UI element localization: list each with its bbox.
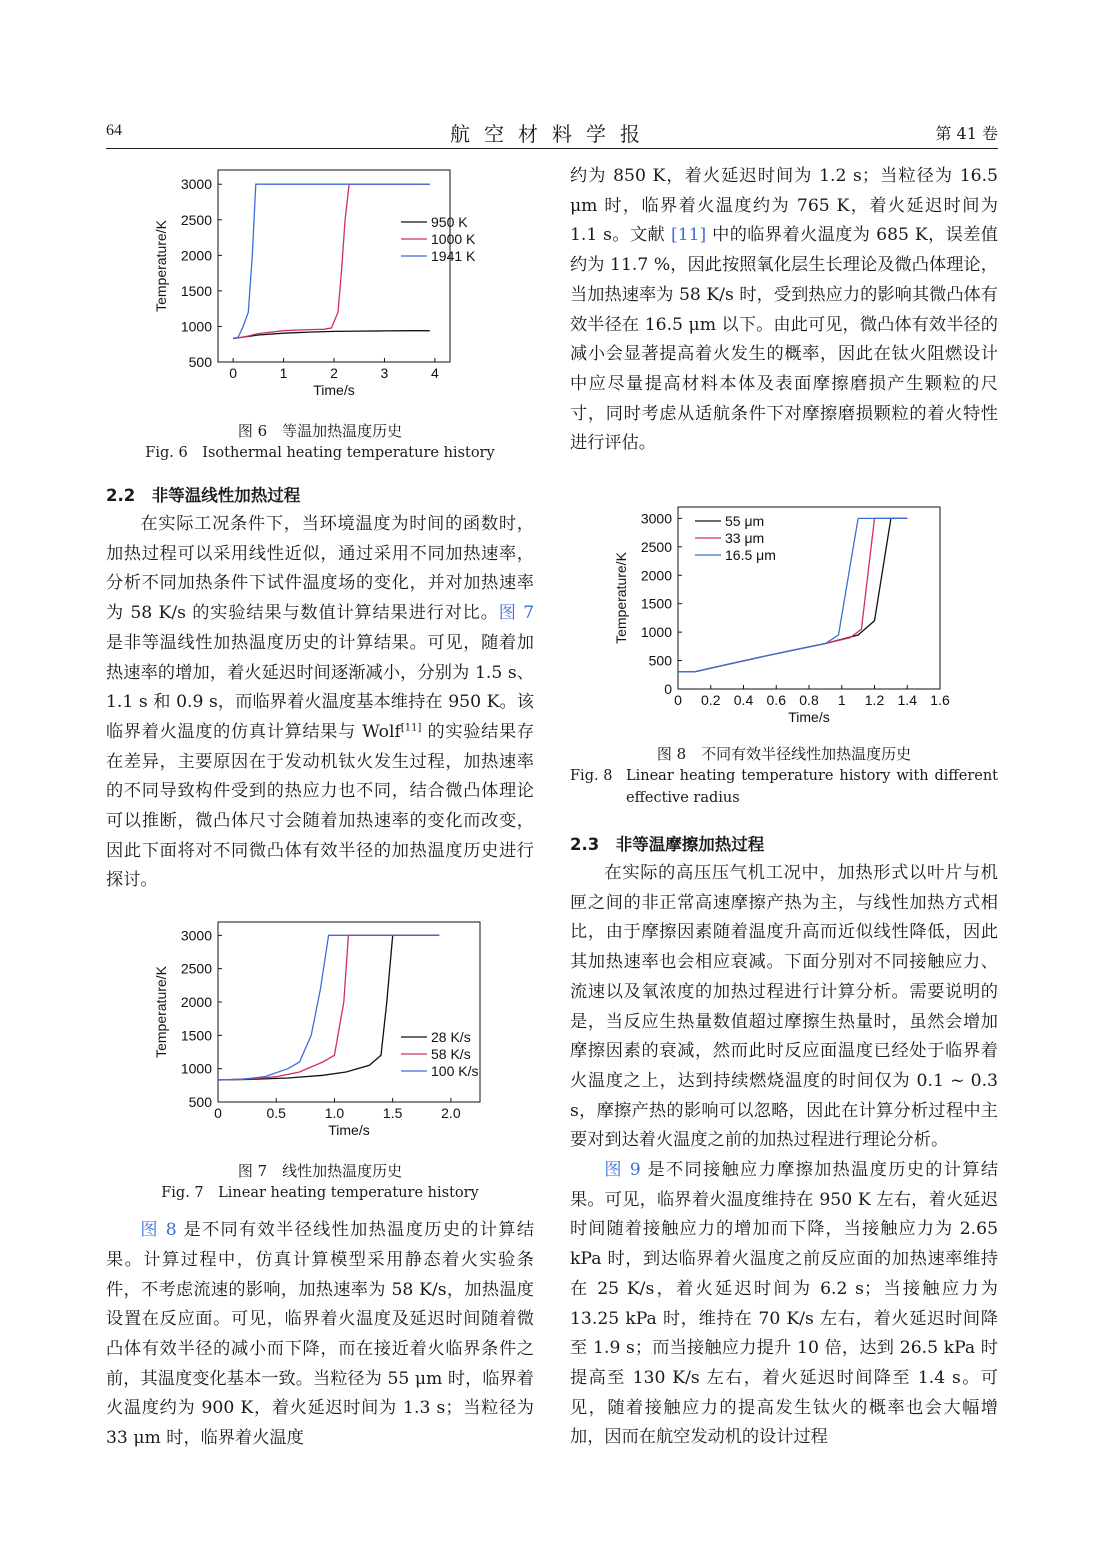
fig7-ytick-label: 1500	[180, 1027, 212, 1044]
para-text: 是不同有效半径线性加热温度历史的计算结果。计算过程中，仿真计算模型采用静态着火实验条件，不考虑流速的影响，加热速率为 58 K/s，加热温度设置在反应面。可见，临界着火温度及延迟时间随着微凸体有效半径的减小而下降，而在接近着火临界条件之前，其温度变化基本一致。当粒径为 55 μm 时，临界着火温度约为 900 K，着火延迟时间为 1.3 s；当粒径为 33 μm 时，临界着火温度	[106, 1220, 535, 1449]
section-2-2-heading: 2.2 非等温线性加热过程	[106, 486, 301, 505]
left-column	[106, 160, 534, 1454]
fig9-link[interactable]: 图 9	[604, 1160, 641, 1181]
paragraph-fig9	[570, 1156, 998, 1453]
paragraph-continued	[570, 162, 998, 459]
fig6-xlabel: Time/s	[313, 382, 355, 398]
fig6-xtick-label: 4	[430, 365, 439, 381]
fig6-ylabel: Temperature/K	[153, 220, 169, 312]
fig8-ytick-label: 2000	[640, 567, 672, 584]
fig7-xtick-label: 0	[214, 1105, 222, 1122]
fig7-caption-en: Fig. 7 Linear heating temperature history	[161, 1185, 479, 1202]
ref-11[interactable]: [11]	[400, 722, 422, 734]
fig8-label: Fig. 8	[570, 768, 613, 785]
fig8-ytick-label: 2500	[640, 538, 672, 555]
fig8-series-line	[678, 518, 907, 672]
fig8-caption-cn: 图 8 不同有效半径线性加热温度历史	[656, 745, 912, 764]
fig8-xtick-label: 1.6	[930, 692, 950, 709]
fig7-chart	[106, 910, 534, 1150]
fig7-xtick-label: 2.0	[441, 1105, 461, 1122]
fig7-legend-label: 100 K/s	[431, 1063, 479, 1080]
fig8-ytick-label: 0	[664, 681, 672, 698]
volume-label: 第 41 卷	[935, 124, 998, 143]
fig6-caption-en: Fig. 6 Isothermal heating temperature history	[145, 445, 495, 461]
fig7-xlabel: Time/s	[328, 1122, 370, 1139]
fig7-xtick-label: 1.5	[382, 1105, 403, 1122]
fig7-ytick-label: 2000	[180, 994, 212, 1011]
fig7-series-line	[218, 935, 439, 1080]
fig6-legend-label: 1941 K	[431, 248, 476, 264]
page-number: 64	[106, 122, 122, 139]
fig8-series-line	[678, 518, 907, 672]
fig6-series-line	[233, 184, 430, 338]
fig8-xtick-label: 1.4	[897, 692, 917, 709]
fig8-series-line	[678, 518, 907, 672]
fig8-xtick-label: 0.4	[733, 692, 754, 709]
fig7-xtick-label: 1.0	[324, 1105, 345, 1122]
fig8-caption-text: Linear heating temperature history with different effective radius	[626, 768, 998, 807]
fig6-ytick-label: 1000	[180, 318, 212, 335]
ref-11-link[interactable]: [11]	[670, 225, 707, 246]
fig6-series-line	[233, 331, 430, 339]
fig7-ylabel: Temperature/K	[153, 966, 169, 1059]
fig8-legend-label: 16.5 μm	[725, 547, 776, 564]
fig8-xtick-label: 0	[674, 692, 682, 709]
fig6-xtick-label: 3	[380, 365, 389, 381]
fig7-legend-label: 28 K/s	[431, 1029, 471, 1046]
fig7-ytick-label: 3000	[180, 927, 212, 944]
fig8-link[interactable]: 图 8	[140, 1220, 177, 1241]
fig7-link[interactable]: 图 7	[498, 603, 535, 624]
fig6-caption-cn: 图 6 等温加热温度历史	[237, 422, 403, 440]
fig6-ytick-label: 500	[188, 354, 212, 370]
fig8-xtick-label: 1.2	[864, 692, 885, 709]
fig8-xtick-label: 0.2	[701, 692, 721, 709]
fig8-xlabel: Time/s	[788, 709, 830, 726]
fig8-ylabel: Temperature/K	[613, 552, 629, 644]
para-text: 是不同接触应力摩擦加热温度历史的计算结果。可见，临界着火温度维持在 950 K 左右，着火延迟时间随着接触应力的增加而下降，当接触应力为 2.65 kPa 时，到达临界着火温度之前反应面的加热速率维持在 25 K/s，着火延迟时间为 6.2 s；当接触应力为 13.25 kPa 时，维持在 70 K/s 左右，着火延迟时间降至 1.9 s；而当接触应力提升 10 倍，达到 26.5 kPa 时提高至 130 K/s 左右，着火延迟时间降至 1.4 s。可见，随着接触应力的提高发生钛火的概率也会大幅增加，因而在航空发动机的设计过程	[570, 1160, 999, 1448]
fig6-xtick-label: 1	[279, 365, 288, 381]
fig6-ytick-label: 1500	[180, 282, 212, 299]
fig7-ytick-label: 2500	[180, 960, 212, 977]
fig6-series-line	[233, 184, 430, 338]
fig7-legend-label: 58 K/s	[431, 1046, 471, 1063]
fig6-xtick-label: 0	[229, 365, 238, 381]
fig7-xtick-label: 0.5	[266, 1105, 286, 1122]
fig6-legend-label: 950 K	[431, 214, 468, 230]
fig7-ytick-label: 1000	[180, 1060, 212, 1077]
journal-title: 航空材料学报	[450, 122, 654, 146]
fig8-xtick-label: 0.6	[766, 692, 786, 709]
paragraph-2-2	[106, 510, 534, 896]
fig6-xtick-label: 2	[330, 365, 338, 381]
fig8-ytick-label: 3000	[640, 510, 672, 527]
fig8-legend-label: 55 μm	[725, 513, 765, 530]
paragraph-2-3: 在实际的高压压气机工况中，加热形式以叶片与机匣之间的非正常高速摩擦产热为主，与线性加热方式相比，由于摩擦因素随着温度升高而近似线性降低，因此其加热速率也会相应衰减。下面分别对不同接触应力、流速以及氧浓度的加热过程进行计算分析。需要说明的是，当反应生热量数值超过摩擦生热量时，虽然会增加摩擦因素的衰减，然而此时反应面温度已经处于临界着火温度之上，达到持续燃烧温度的时间仅为 0.1 ~ 0.3 s，摩擦产热的影响可以忽略，因此在计算分析过程中主要对到达着火温度之前的加热过程进行理论分析。	[570, 863, 998, 1151]
fig6-ytick-label: 3000	[180, 176, 212, 193]
fig6-ytick-label: 2500	[180, 211, 212, 228]
fig7-ytick-label: 500	[188, 1094, 212, 1111]
fig8-xtick-label: 1	[837, 692, 846, 709]
fig6-chart	[106, 160, 534, 408]
para-text: 在实际工况条件下，当环境温度为时间的函数时，加热过程可以采用线性近似，通过采用不同加热速率，分析不同加热条件下试件温度场的变化，并对加热速率为 58 K/s 的实验结果与数值计算结果进行对比。	[106, 514, 534, 624]
section-2-3-heading: 2.3 非等温摩擦加热过程	[570, 835, 765, 855]
fig8-chart	[570, 495, 998, 735]
fig8-caption-en	[570, 765, 998, 809]
para-text: 是非等温线性加热温度历史的计算结果。可见，随着加热速率的增加，着火延迟时间逐渐减小，分别为 1.5 s、1.1 s 和 0.9 s，而临界着火温度基本维持在 950 K。该临界着火温度的仿真计算结果与 Wolf	[106, 632, 534, 742]
fig6-plot-frame	[218, 170, 450, 362]
para-text: 的实验结果存在差异，主要原因在于发动机钛火发生过程，加热速率的不同导致构件受到的热应力也不同，结合微凸体理论可以推断，微凸体尺寸会随着加热速率的变化而改变，因此下面将对不同微凸体有效半径的加热温度历史进行探讨。	[106, 721, 535, 891]
fig6-ytick-label: 2000	[180, 247, 212, 264]
page-header	[106, 118, 998, 149]
fig8-ytick-label: 500	[648, 652, 672, 669]
right-column	[570, 160, 998, 1453]
fig8-xtick-label: 0.8	[799, 692, 819, 709]
fig8-ytick-label: 1500	[640, 595, 672, 612]
fig6-legend-label: 1000 K	[431, 231, 476, 247]
fig8-plot-frame	[678, 507, 940, 689]
para-text: 中的临界着火温度为 685 K，误差值约为 11.7 %，因此按照氧化层生长理论及微凸体理论，当加热速率为 58 K/s 时，受到热应力的影响其微凸体有效半径在 16.5 μm 以下。由此可见，微凸体有效半径的减小会显著提高着火发生的概率，因此在钛火阻燃设计中应尽量提高材料本体及表面摩擦磨损产生颗粒的尺寸，同时考虑从适航条件下对摩擦磨损颗粒的着火特性进行评估。	[570, 225, 998, 454]
fig8-ytick-label: 1000	[640, 624, 672, 641]
para-text: 约为 850 K，着火延迟时间为 1.2 s；当粒径为 16.5 μm 时，临界着火温度约为 765 K，着火延迟时间为 1.1 s。文献	[570, 166, 998, 246]
fig8-legend-label: 33 μm	[725, 530, 765, 547]
fig7-caption-cn: 图 7 线性加热温度历史	[237, 1162, 403, 1181]
paragraph-fig8	[106, 1216, 534, 1454]
